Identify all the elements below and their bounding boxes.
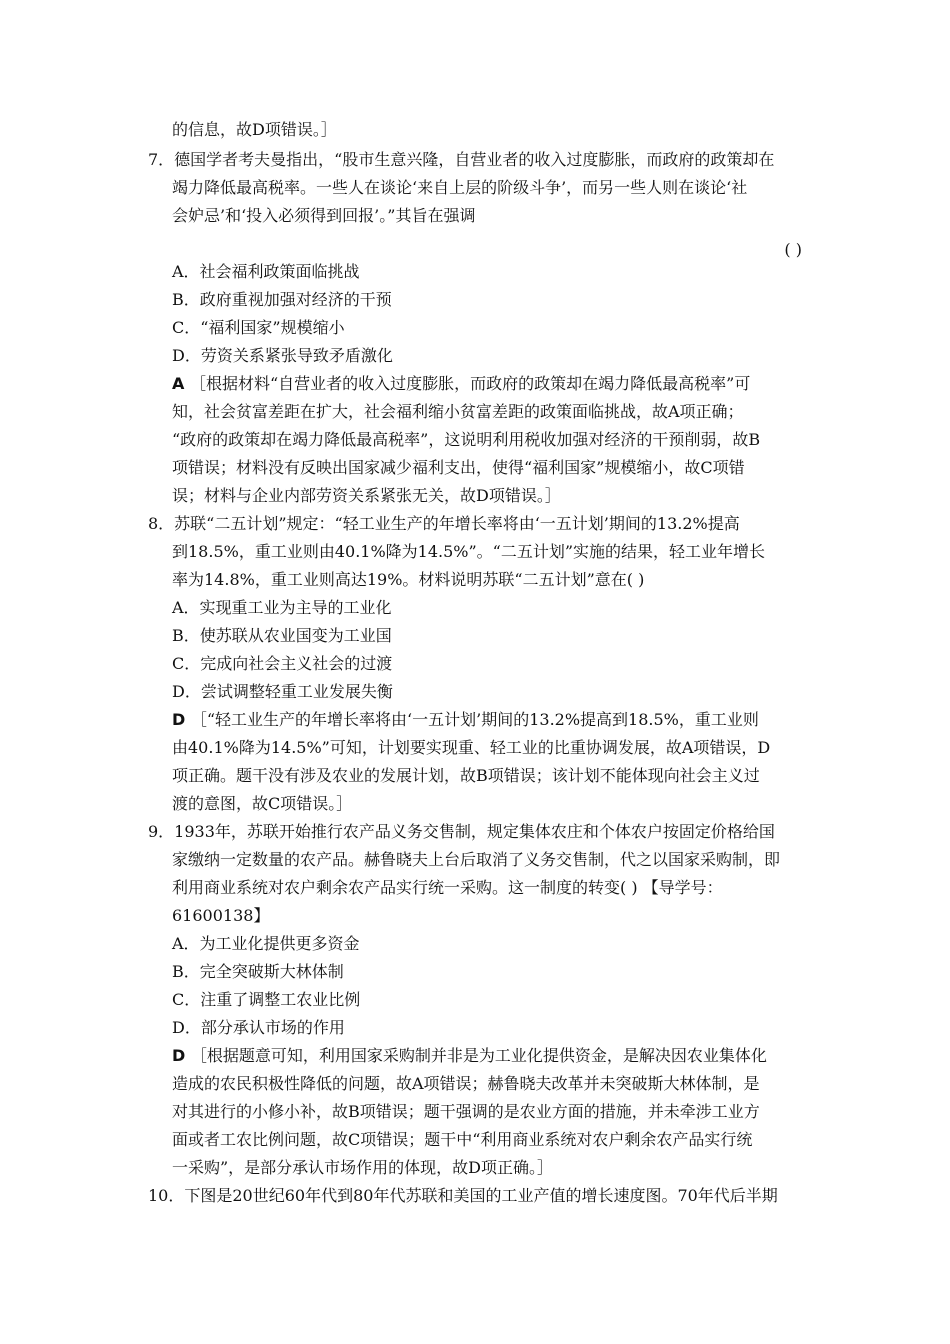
line-text: 对其进行的小修小补，故B项错误；题干强调的是农业方面的措施，并未牵涉工业方 [172,1102,760,1121]
line-text: 由40.1%降为14.5%”可知，计划要实现重、轻工业的比重协调发展，故A项错误，D [172,738,771,757]
line-text: D．部分承认市场的作用 [172,1018,345,1037]
answer-letter: A [172,374,190,393]
text-line [172,346,393,366]
line-text: 项错误；材料没有反映出国家减少福利支出，使得“福利国家”规模缩小，故C项错 [172,458,745,477]
text-line [172,598,392,618]
question-line [148,150,774,170]
text-line [172,794,352,814]
text-line [172,710,759,730]
line-text: 利用商业系统对农户剩余农产品实行统一采购。这一制度的转变( ) 【导学号： [172,878,723,897]
text-line [172,206,475,226]
line-text: 误；材料与企业内部劳资关系紧张无关，故D项错误。］ [172,486,561,505]
line-text: 面或者工农比例问题，故C项错误；题干中“利用商业系统对农户剩余农产品实行统 [172,1130,753,1149]
text-line [172,262,360,282]
text-line [172,962,344,982]
line-text: A．为工业化提供更多资金 [172,934,360,953]
text-line [172,626,392,646]
line-text: B．政府重视加强对经济的干预 [172,290,392,309]
text-line [172,1018,345,1038]
text-line [172,1102,760,1122]
line-text: 到18.5%，重工业则由40.1%降为14.5%”。“二五计划”实施的结果，轻工业年增长 [172,542,766,561]
line-text: 8．苏联“二五计划”规定：“轻工业生产的年增长率将由‘一五计划’期间的13.2%提高 [148,514,740,533]
text-line [172,906,269,926]
text-line [172,850,780,870]
text-line [172,458,745,478]
answer-letter: D [172,1046,191,1065]
line-text: 10．下图是20世纪60年代到80年代苏联和美国的工业产值的增长速度图。70年代后半期 [148,1186,778,1205]
question-line [148,1186,778,1206]
text-line [172,1130,752,1150]
text-line [172,120,337,140]
line-text: B．完全突破斯大林体制 [172,962,344,981]
line-text: B．使苏联从农业国变为工业国 [172,626,392,645]
line-text: 知，社会贫富差距在扩大，社会福利缩小贫富差距的政策面临挑战，故A项正确； [172,402,744,421]
line-text: D．尝试调整轻重工业发展失衡 [172,682,393,701]
line-text: C．“福利国家”规模缩小 [172,318,345,337]
line-text: ［根据题意可知，利用国家采购制并非是为工业化提供资金，是解决因农业集体化 [190,1046,767,1065]
question-line [148,514,740,534]
line-text: 渡的意图，故C项错误。］ [172,794,353,813]
line-text: A．实现重工业为主导的工业化 [172,598,392,617]
line-text: ( ) [784,240,802,259]
text-line [172,290,392,310]
text-line [172,318,345,338]
text-line [172,542,765,562]
line-text: A．社会福利政策面临挑战 [172,262,360,281]
text-line [172,766,760,786]
line-text: D．劳资关系紧张导致矛盾激化 [172,346,393,365]
text-line [172,1074,760,1094]
line-text: 一采购”，是部分承认市场作用的体现，故D项正确。］ [172,1158,554,1177]
line-text: ［根据材料“自营业者的收入过度膨胀，而政府的政策却在竭力降低最高税率”可 [189,374,751,393]
text-line [172,402,744,422]
line-text: 61600138】 [172,906,270,925]
text-line [172,878,723,898]
line-text: 9．1933年，苏联开始推行农产品义务交售制，规定集体农庄和个体农户按固定价格给国 [148,822,775,841]
line-text: 率为14.8%，重工业则高达19%。材料说明苏联“二五计划”意在( ) [172,570,645,589]
text-line [172,1158,553,1178]
line-text: 造成的农民积极性降低的问题，故A项错误；赫鲁晓夫改革并未突破斯大林体制，是 [172,1074,760,1093]
text-line [172,654,392,674]
text-line [172,990,360,1010]
line-text: 的信息，故D项错误。］ [172,120,337,139]
line-text: C．完成向社会主义社会的过渡 [172,654,393,673]
text-line [172,430,760,450]
text-line [172,1046,767,1066]
text-line [172,178,747,198]
text-line [172,570,644,590]
text-line [172,738,770,758]
text-line [172,934,360,954]
question-line [148,822,775,842]
line-text: C．注重了调整工农业比例 [172,990,361,1009]
text-line [172,682,393,702]
text-line [172,486,561,506]
line-text: “政府的政策却在竭力降低最高税率”，这说明利用税收加强对经济的干预削弱，故B [172,430,761,449]
text-line [172,374,750,394]
line-text: 7．德国学者考夫曼指出，“股市生意兴隆，自营业者的收入过度膨胀，而政府的政策却在 [148,150,775,169]
line-text: 项正确。题干没有涉及农业的发展计划，故B项错误；该计划不能体现向社会主义过 [172,766,760,785]
answer-paren [784,240,802,260]
line-text: 会妒忌’和‘投入必须得到回报’。”其旨在强调 [172,206,476,225]
answer-letter: D [172,710,191,729]
line-text: ［“轻工业生产的年增长率将由‘一五计划’期间的13.2%提高到18.5%，重工业则 [190,710,759,729]
line-text: 竭力降低最高税率。一些人在谈论‘来自上层的阶级斗争’，而另一些人则在谈论‘社 [172,178,748,197]
line-text: 家缴纳一定数量的农产品。赫鲁晓夫上台后取消了义务交售制，代之以国家采购制，即 [172,850,781,869]
